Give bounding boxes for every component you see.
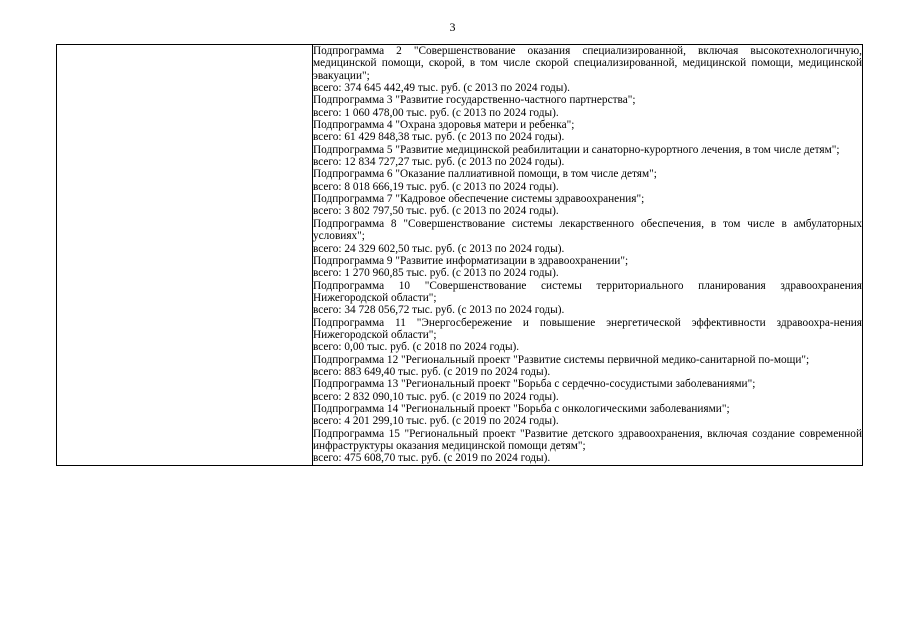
subprogram-14-total: всего: 4 201 299,10 тыс. руб. (с 2019 по 2024 годы).: [313, 415, 559, 428]
page-number: 3: [449, 20, 456, 34]
subprogram-4-title: Подпрограмма 4 "Охрана здоровья матери и ребенка";: [313, 119, 575, 132]
subprogram-15-title: Подпрограмма 15 "Региональный проект "Развитие детского здравоохранения, включая создание современной инфраструктуры оказания медицинской помощи детям";: [313, 427, 862, 452]
subprogram-2-title: Подпрограмма 2 "Совершенствование оказания специализированной, включая высокотехнологичную, медицинской помощи, скорой, в том числе скорой специализированной, медицинской помощи, медицинской эвакуации";: [313, 45, 862, 82]
subprogram-8-title: Подпрограмма 8 "Совершенствование системы лекарственного обеспечения, в том числе в амбулаторных условиях";: [313, 217, 862, 243]
subprogram-12-title: Подпрограмма 12 "Региональный проект "Развитие системы первичной медико-санитарной по-мощи";: [313, 353, 810, 366]
subprogram-4-total: всего: 61 429 848,38 тыс. руб. (с 2013 по 2024 годы).: [313, 131, 565, 144]
subprogram-3-total: всего: 1 060 478,00 тыс. руб. (с 2013 по 2024 годы).: [313, 106, 559, 119]
subprogram-3-title: Подпрограмма 3 "Развитие государственно-частного партнерства";: [313, 94, 636, 107]
subprogram-10-total: всего: 34 728 056,72 тыс. руб. (с 2013 по 2024 годы).: [313, 304, 565, 317]
subprogram-13-total: всего: 2 832 090,10 тыс. руб. (с 2019 по 2024 годы).: [313, 390, 559, 403]
subprogram-13-title: Подпрограмма 13 "Региональный проект "Борьба с сердечно-сосудистыми заболеваниями";: [313, 378, 756, 391]
subprogram-12-total: всего: 883 649,40 тыс. руб. (с 2019 по 2024 годы).: [313, 365, 551, 378]
subprogram-7-total: всего: 3 802 797,50 тыс. руб. (с 2013 по 2024 годы).: [313, 205, 559, 218]
subprogram-7-title: Подпрограмма 7 "Кадровое обеспечение системы здравоохранения";: [313, 193, 645, 206]
subprogram-15-total: всего: 475 608,70 тыс. руб. (с 2019 по 2024 годы).: [313, 452, 551, 465]
funding-table: [56, 44, 863, 466]
subprogram-9-title: Подпрограмма 9 "Развитие информатизации в здравоохранении";: [313, 254, 629, 267]
subprogram-9-total: всего: 1 270 960,85 тыс. руб. (с 2013 по 2024 годы).: [313, 267, 559, 280]
subprogram-2-total: всего: 374 645 442,49 тыс. руб. (с 2013 по 2024 годы).: [313, 82, 570, 95]
subprogram-5-total: всего: 12 834 727,27 тыс. руб. (с 2013 по 2024 годы).: [313, 156, 565, 169]
subprogram-6-total: всего: 8 018 666,19 тыс. руб. (с 2013 по 2024 годы).: [313, 180, 559, 193]
subprogram-10-title: Подпрограмма 10 "Совершенствование системы территориального планирования здравоохранения Нижегородской области";: [313, 279, 862, 304]
subprogram-14-title: Подпрограмма 14 "Региональный проект "Борьба с онкологическими заболеваниями";: [313, 402, 730, 415]
subprogram-8-total: всего: 24 329 602,50 тыс. руб. (с 2013 по 2024 годы).: [313, 242, 565, 255]
subprogram-5-title: Подпрограмма 5 "Развитие медицинской реабилитации и санаторно-курортного лечения, в том числе детям";: [313, 143, 840, 156]
left-cell-empty: [57, 45, 313, 466]
subprogram-list-cell: [313, 45, 863, 466]
subprogram-11-title: Подпрограмма 11 "Энергосбережение и повышение энергетической эффективности здравоохра-нения Нижегородской области";: [313, 316, 862, 341]
subprogram-6-title: Подпрограмма 6 "Оказание паллиативной помощи, в том числе детям";: [313, 168, 657, 181]
subprogram-11-total: всего: 0,00 тыс. руб. (с 2018 по 2024 годы).: [313, 341, 520, 354]
table-row: [57, 45, 863, 466]
